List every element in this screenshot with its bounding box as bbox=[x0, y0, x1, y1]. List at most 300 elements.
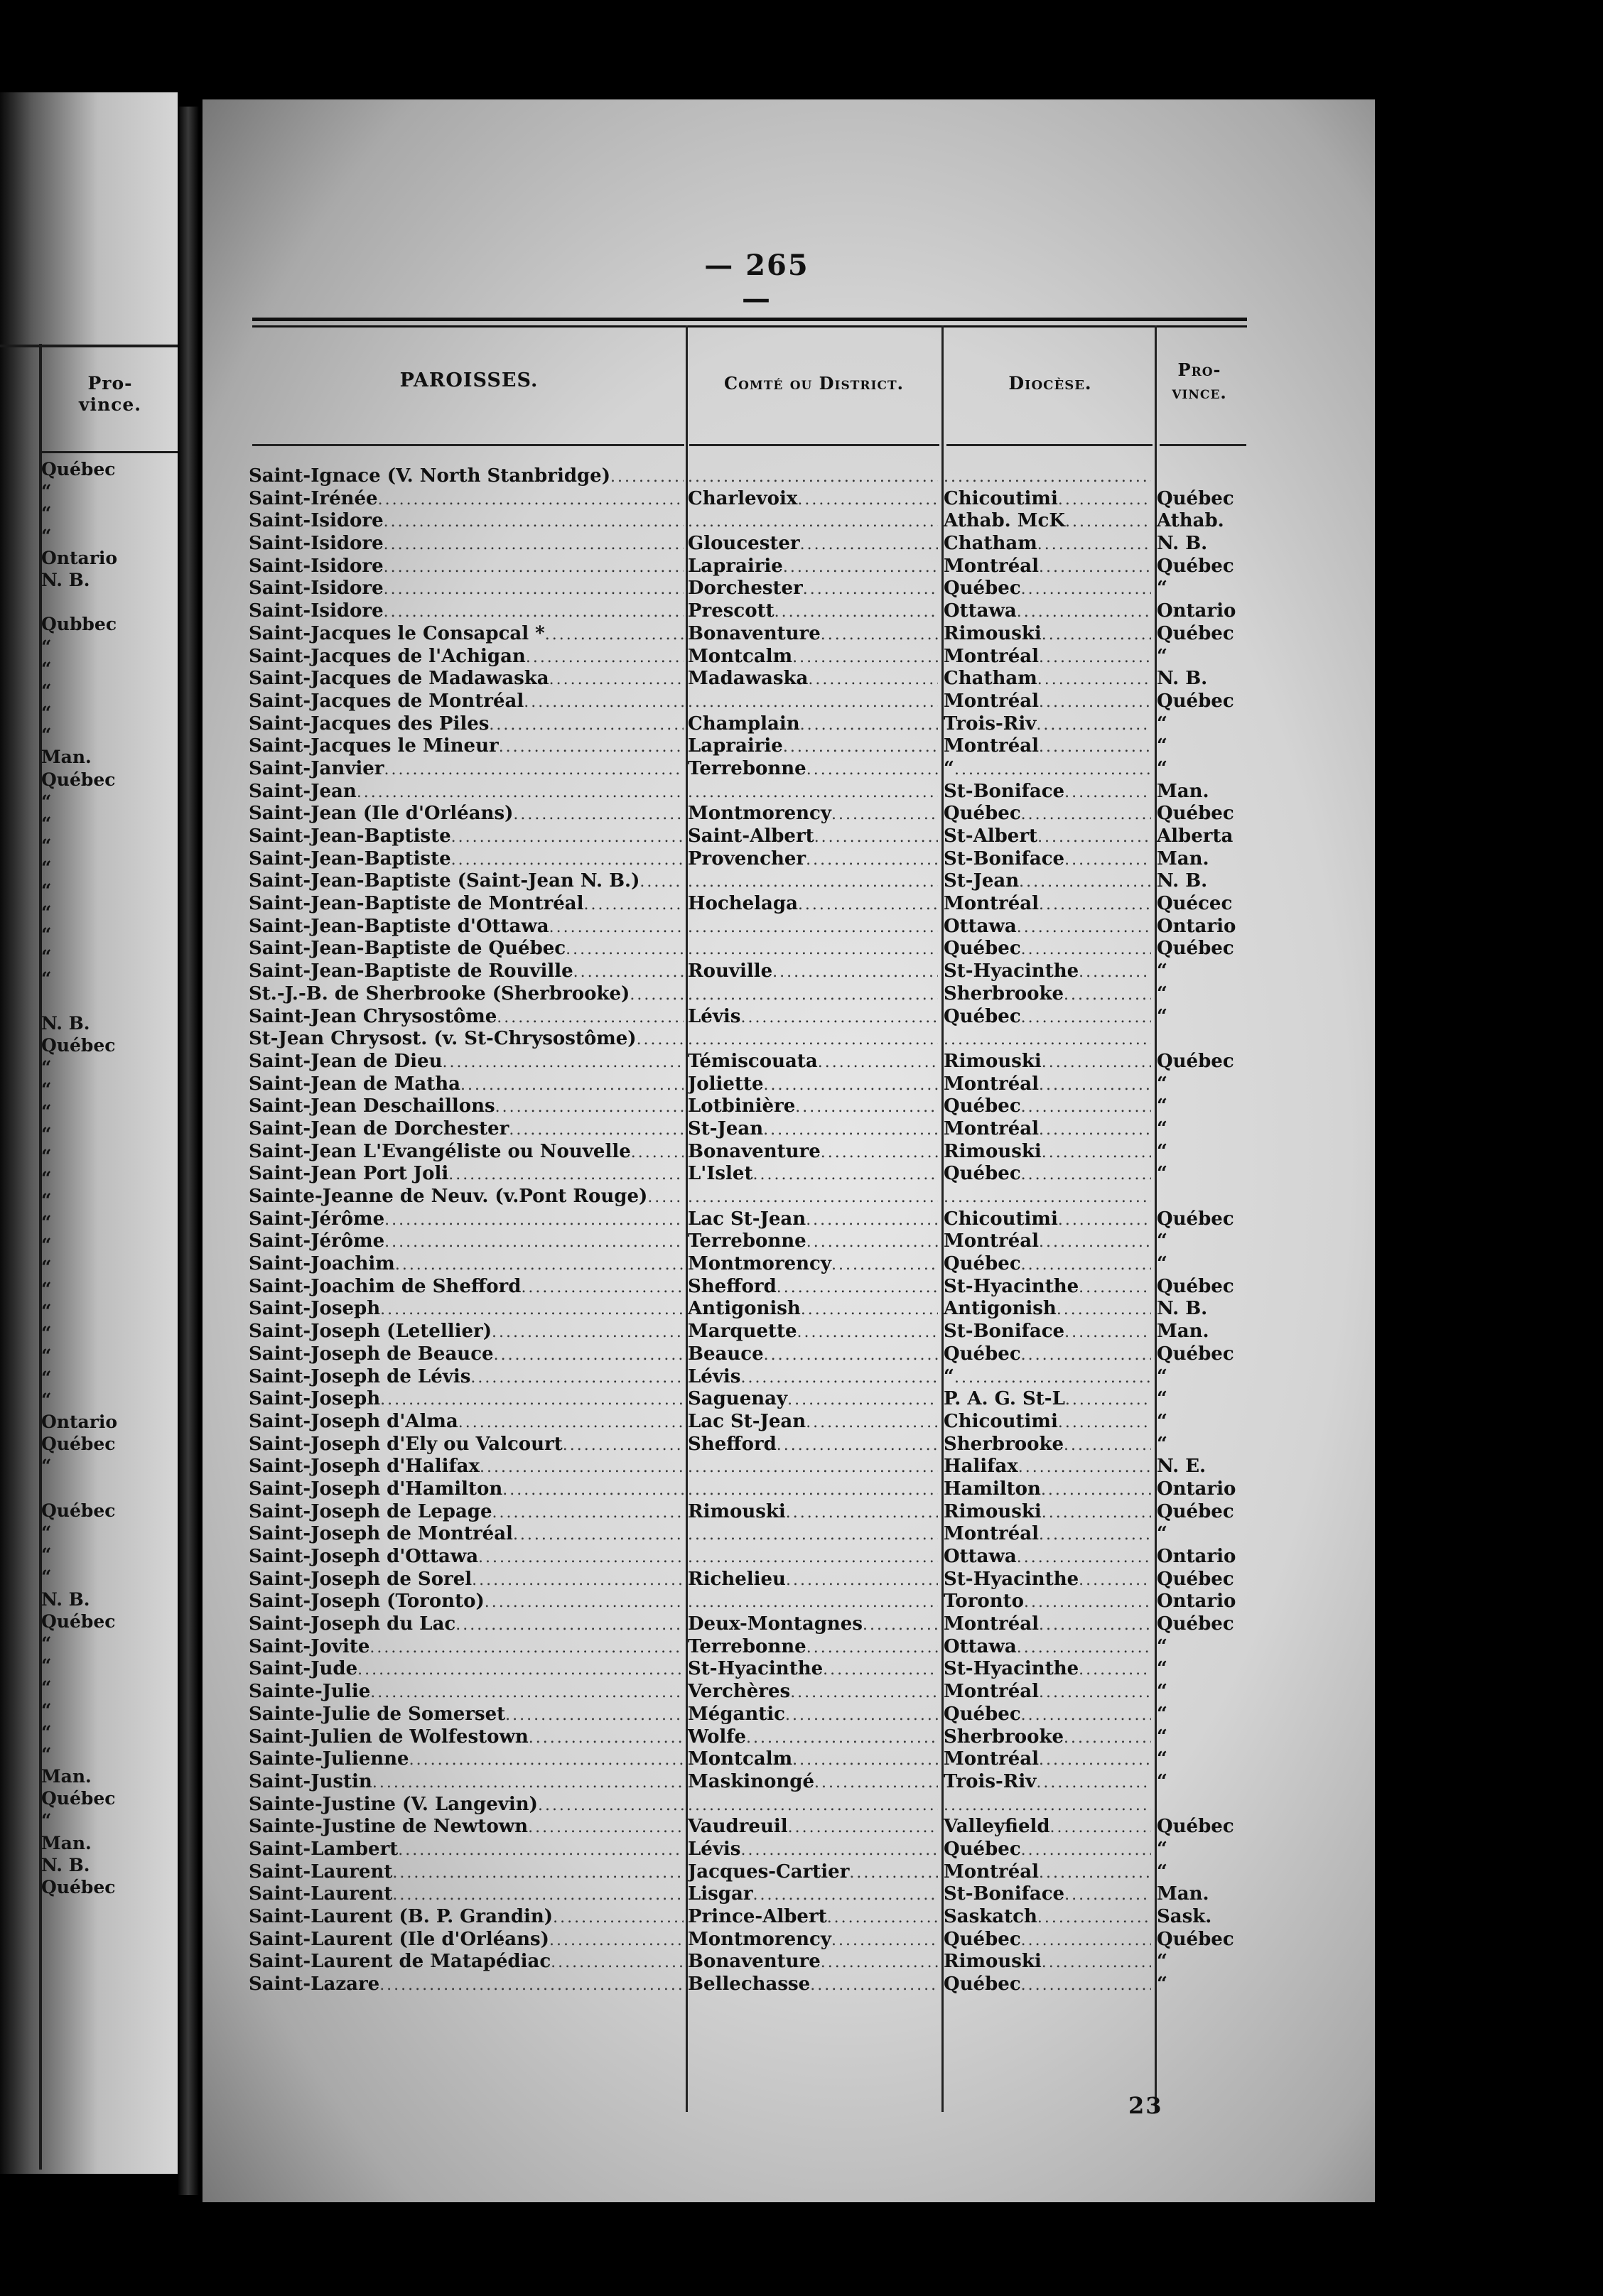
province-cell: “ bbox=[1157, 1658, 1167, 1680]
county-cell bbox=[688, 1794, 938, 1817]
parish-cell: Saint-Jean-Baptiste de Montréal ..... bbox=[249, 893, 684, 916]
county-cell: Montmorency ..... bbox=[688, 1929, 938, 1952]
diocese-cell: “ ..... bbox=[944, 758, 1151, 781]
table-row bbox=[249, 1771, 1251, 1794]
table-row bbox=[249, 556, 1251, 578]
left-province-entry: Québec bbox=[41, 1788, 116, 1809]
diocese-cell: St-Hyacinthe ..... bbox=[944, 1658, 1151, 1682]
province-cell: Québec bbox=[1157, 1613, 1234, 1635]
county-cell bbox=[688, 510, 938, 534]
province-cell: “ bbox=[1157, 960, 1167, 982]
parish-cell: Saint-Joseph d'Hamilton ..... bbox=[249, 1478, 684, 1502]
diocese-cell: Montréal ..... bbox=[944, 893, 1151, 916]
parish-cell: Saint-Laurent (B. P. Grandin) ..... bbox=[249, 1906, 684, 1929]
county-cell: Bonaventure ..... bbox=[688, 1951, 938, 1974]
diocese-cell: St-Boniface ..... bbox=[944, 781, 1151, 804]
parish-cell: Sainte-Jeanne de Neuv. (v.Pont Rouge) ..... bbox=[249, 1186, 684, 1209]
province-cell: “ bbox=[1157, 1523, 1167, 1545]
diocese-cell: Québec ..... bbox=[944, 1929, 1151, 1952]
diocese-cell: Sherbrooke ..... bbox=[944, 983, 1151, 1007]
parish-cell: Sainte-Justine (V. Langevin) ..... bbox=[249, 1794, 684, 1817]
diocese-cell: Québec ..... bbox=[944, 578, 1151, 601]
diocese-cell: Montréal ..... bbox=[944, 1118, 1151, 1142]
county-cell: Témiscouata ..... bbox=[688, 1051, 938, 1074]
province-cell: Québec bbox=[1157, 1050, 1234, 1072]
province-cell: “ bbox=[1157, 1117, 1167, 1139]
left-province-entry: “ bbox=[41, 1389, 52, 1410]
parish-cell: Saint-Ignace (V. North Stanbridge) ..... bbox=[249, 465, 684, 489]
province-cell: “ bbox=[1157, 645, 1167, 667]
parish-cell: Sainte-Julie ..... bbox=[249, 1681, 684, 1704]
parish-cell: Saint-Joseph de Montréal ..... bbox=[249, 1523, 684, 1547]
left-province-list bbox=[41, 458, 178, 1898]
left-province-entry bbox=[41, 1478, 178, 1500]
province-cell: Athab. bbox=[1157, 510, 1224, 532]
province-cell: “ bbox=[1157, 1388, 1167, 1410]
table-row bbox=[249, 1726, 1251, 1749]
left-province-entry: Man. bbox=[41, 1832, 92, 1853]
diocese-cell: Chicoutimi ..... bbox=[944, 1208, 1151, 1232]
left-province-entry: “ bbox=[41, 1101, 52, 1122]
diocese-cell: Rimouski ..... bbox=[944, 1951, 1151, 1974]
diocese-cell: P. A. G. St-L ..... bbox=[944, 1388, 1151, 1412]
left-province-entry: “ bbox=[41, 1301, 52, 1322]
left-province-entry: “ bbox=[41, 857, 52, 879]
county-cell bbox=[688, 916, 938, 939]
parish-cell: Saint-Jean de Dieu ..... bbox=[249, 1051, 684, 1074]
diocese-cell: Halifax ..... bbox=[944, 1456, 1151, 1479]
province-cell: “ bbox=[1157, 1703, 1167, 1725]
parish-cell: Saint-Jean de Matha ..... bbox=[249, 1073, 684, 1097]
left-province-entry: “ bbox=[41, 1345, 52, 1366]
province-cell: “ bbox=[1157, 757, 1167, 779]
parish-cell: Saint-Joseph ..... bbox=[249, 1298, 684, 1321]
province-cell: Québec bbox=[1157, 1816, 1234, 1838]
left-province-entry: N. B. bbox=[41, 569, 90, 590]
table-row bbox=[249, 1478, 1251, 1501]
province-cell: “ bbox=[1157, 1140, 1167, 1162]
left-province-entry: Québec bbox=[41, 1500, 116, 1521]
parish-cell: Saint-Joseph d'Ely ou Valcourt ..... bbox=[249, 1434, 684, 1457]
diocese-cell: Rimouski ..... bbox=[944, 1051, 1151, 1074]
left-province-entry: “ bbox=[41, 879, 52, 901]
parish-cell: Saint-Joseph d'Ottawa ..... bbox=[249, 1546, 684, 1569]
parish-cell: Saint-Isidore ..... bbox=[249, 600, 684, 624]
parish-cell: Saint-Jean ..... bbox=[249, 781, 684, 804]
province-cell: Man. bbox=[1157, 780, 1209, 802]
left-province-entry: “ bbox=[41, 1743, 52, 1765]
county-cell: Rimouski ..... bbox=[688, 1501, 938, 1525]
left-province-entry bbox=[41, 591, 178, 613]
diocese-cell: “ ..... bbox=[944, 1366, 1151, 1390]
county-cell bbox=[688, 938, 938, 961]
table-row bbox=[249, 1411, 1251, 1434]
county-cell: Provencher ..... bbox=[688, 848, 938, 872]
county-cell: Rouville ..... bbox=[688, 960, 938, 984]
county-cell bbox=[688, 1546, 938, 1569]
table-row bbox=[249, 825, 1251, 848]
parish-cell: Saint-Joachim de Shefford ..... bbox=[249, 1276, 684, 1299]
county-cell: Prince-Albert ..... bbox=[688, 1906, 938, 1929]
province-cell: N. B. bbox=[1157, 533, 1208, 555]
page-number: — 265 — bbox=[704, 249, 809, 315]
county-cell: Maskinongé ..... bbox=[688, 1771, 938, 1794]
parish-cell: Saint-Jean-Baptiste ..... bbox=[249, 825, 684, 849]
county-cell: Champlain ..... bbox=[688, 713, 938, 737]
left-province-entry bbox=[41, 990, 178, 1012]
table-row bbox=[249, 1051, 1251, 1073]
diocese-cell: Québec ..... bbox=[944, 1006, 1151, 1029]
parish-cell: Saint-Julien de Wolfestown ..... bbox=[249, 1726, 684, 1750]
diocese-cell: Ottawa ..... bbox=[944, 916, 1151, 939]
diocese-cell: Trois-Riv ..... bbox=[944, 713, 1151, 737]
diocese-cell: Trois-Riv ..... bbox=[944, 1771, 1151, 1794]
left-province-entry: “ bbox=[41, 1234, 52, 1255]
table-row bbox=[249, 465, 1251, 488]
province-cell: “ bbox=[1157, 735, 1167, 757]
table-row bbox=[249, 983, 1251, 1006]
left-province-entry: “ bbox=[41, 503, 52, 524]
left-province-entry: “ bbox=[41, 1632, 52, 1654]
table-row bbox=[249, 488, 1251, 511]
left-province-entry: “ bbox=[41, 636, 52, 657]
parish-cell: Saint-Jean-Baptiste ..... bbox=[249, 848, 684, 872]
table-row bbox=[249, 1929, 1251, 1951]
table-row bbox=[249, 1569, 1251, 1591]
table-row bbox=[249, 1839, 1251, 1861]
diocese-cell: Rimouski ..... bbox=[944, 1501, 1151, 1525]
table-row bbox=[249, 533, 1251, 556]
county-cell: Bonaventure ..... bbox=[688, 623, 938, 646]
left-province-entry: “ bbox=[41, 968, 52, 990]
parish-cell: St.-J.-B. de Sherbrooke (Sherbrooke) ..... bbox=[249, 983, 684, 1007]
left-province-entry: “ bbox=[41, 1212, 52, 1233]
parish-cell: Saint-Joseph (Letellier) ..... bbox=[249, 1321, 684, 1344]
left-province-header bbox=[43, 373, 178, 416]
diocese-cell: Rimouski ..... bbox=[944, 1141, 1151, 1164]
diocese-cell: Québec ..... bbox=[944, 1095, 1151, 1119]
table-row bbox=[249, 803, 1251, 825]
left-province-entry: “ bbox=[41, 525, 52, 546]
province-cell: Man. bbox=[1157, 1883, 1209, 1905]
county-cell: Lotbinière ..... bbox=[688, 1095, 938, 1119]
county-cell: Saguenay ..... bbox=[688, 1388, 938, 1412]
left-province-entry: “ bbox=[41, 1057, 52, 1078]
province-cell: “ bbox=[1157, 1635, 1167, 1657]
left-province-entry: Ontario bbox=[41, 547, 118, 568]
county-cell: Beauce ..... bbox=[688, 1343, 938, 1367]
diocese-cell bbox=[944, 1794, 1151, 1817]
diocese-cell: Québec ..... bbox=[944, 1163, 1151, 1186]
county-cell: Jacques-Cartier ..... bbox=[688, 1861, 938, 1885]
header-rule-paroisses bbox=[252, 444, 684, 446]
table-row bbox=[249, 1006, 1251, 1029]
province-cell: “ bbox=[1157, 1748, 1167, 1770]
table-row bbox=[249, 713, 1251, 736]
province-cell: Québec bbox=[1157, 938, 1234, 960]
table-row bbox=[249, 1095, 1251, 1118]
county-cell: Terrebonne ..... bbox=[688, 1230, 938, 1254]
province-cell: Québec bbox=[1157, 487, 1234, 509]
parish-cell: Saint-Joseph du Lac ..... bbox=[249, 1613, 684, 1637]
left-province-entry: “ bbox=[41, 1566, 52, 1588]
table-row bbox=[249, 668, 1251, 691]
parish-cell: Saint-Justin ..... bbox=[249, 1771, 684, 1794]
header-rule-comte bbox=[689, 444, 939, 446]
province-cell: “ bbox=[1157, 1163, 1167, 1185]
diocese-cell: St-Hyacinthe ..... bbox=[944, 960, 1151, 984]
diocese-cell: St-Jean ..... bbox=[944, 870, 1151, 894]
left-province-entry: N. B. bbox=[41, 1588, 90, 1610]
left-province-entry: “ bbox=[41, 680, 52, 701]
diocese-cell: Québec ..... bbox=[944, 1839, 1151, 1862]
province-cell: N. E. bbox=[1157, 1456, 1207, 1478]
province-cell: Québec bbox=[1157, 555, 1234, 577]
left-province-entry: Québec bbox=[41, 1434, 116, 1455]
county-cell: Lévis ..... bbox=[688, 1006, 938, 1029]
left-province-entry: Ontario bbox=[41, 1412, 118, 1433]
left-province-entry: “ bbox=[41, 703, 52, 724]
diocese-cell: Montréal ..... bbox=[944, 1681, 1151, 1704]
province-cell: “ bbox=[1157, 1951, 1167, 1973]
header-rule-diocese bbox=[946, 444, 1153, 446]
diocese-cell: Québec ..... bbox=[944, 1973, 1151, 1997]
province-cell: Ontario bbox=[1157, 600, 1236, 622]
parish-cell: Saint-Isidore ..... bbox=[249, 578, 684, 601]
book-gutter bbox=[178, 107, 199, 2195]
left-province-entry: “ bbox=[41, 1655, 52, 1677]
province-cell: Ontario bbox=[1157, 1591, 1236, 1613]
table-row bbox=[249, 1163, 1251, 1186]
parish-cell: Saint-Jacques de Madawaska ..... bbox=[249, 668, 684, 691]
table-row bbox=[249, 1343, 1251, 1366]
province-cell: Québec bbox=[1157, 690, 1234, 712]
column-header-province bbox=[1157, 359, 1242, 404]
province-cell: N. B. bbox=[1157, 1298, 1208, 1320]
diocese-cell: Montréal ..... bbox=[944, 1613, 1151, 1637]
table-row bbox=[249, 1456, 1251, 1478]
left-province-entry: “ bbox=[41, 1522, 52, 1543]
county-cell: L'Islet ..... bbox=[688, 1163, 938, 1186]
province-cell: “ bbox=[1157, 982, 1167, 1004]
county-cell: Dorchester ..... bbox=[688, 578, 938, 601]
province-cell: Québec bbox=[1157, 803, 1234, 825]
table-row bbox=[249, 1906, 1251, 1929]
parish-table bbox=[249, 465, 1251, 1996]
county-cell: Prescott ..... bbox=[688, 600, 938, 624]
table-row bbox=[249, 781, 1251, 803]
table-row bbox=[249, 691, 1251, 713]
left-province-entry: “ bbox=[41, 481, 52, 502]
parish-cell: Saint-Joseph de Sorel ..... bbox=[249, 1569, 684, 1592]
province-cell: “ bbox=[1157, 1838, 1167, 1860]
diocese-cell: Ottawa ..... bbox=[944, 1636, 1151, 1659]
table-row bbox=[249, 870, 1251, 893]
county-cell: Lisgar ..... bbox=[688, 1883, 938, 1907]
province-cell: Alberta bbox=[1157, 825, 1234, 847]
left-header-line2: vince. bbox=[78, 394, 142, 415]
province-cell: “ bbox=[1157, 1861, 1167, 1883]
table-row bbox=[249, 623, 1251, 646]
county-cell: Deux-Montagnes ..... bbox=[688, 1613, 938, 1637]
province-cell: “ bbox=[1157, 578, 1167, 600]
diocese-cell: Chatham ..... bbox=[944, 533, 1151, 556]
left-province-entry: “ bbox=[41, 1544, 52, 1566]
left-page-fragment bbox=[0, 92, 178, 2174]
table-row bbox=[249, 510, 1251, 533]
diocese-cell: St-Hyacinthe ..... bbox=[944, 1569, 1151, 1592]
diocese-cell: Athab. McK ..... bbox=[944, 510, 1151, 534]
diocese-cell: St-Albert ..... bbox=[944, 825, 1151, 849]
table-row bbox=[249, 1883, 1251, 1906]
header-rule-province bbox=[1160, 444, 1246, 446]
diocese-cell: Québec ..... bbox=[944, 803, 1151, 826]
parish-cell: Sainte-Julie de Somerset ..... bbox=[249, 1704, 684, 1727]
table-row bbox=[249, 1073, 1251, 1096]
province-cell: Québec bbox=[1157, 1275, 1234, 1297]
table-row bbox=[249, 1636, 1251, 1659]
province-cell: Québec bbox=[1157, 1568, 1234, 1590]
left-province-entry: “ bbox=[41, 1367, 52, 1388]
column-header-paroisses: PAROISSES. bbox=[399, 369, 539, 391]
province-cell: Québec bbox=[1157, 1500, 1234, 1522]
diocese-cell: Montréal ..... bbox=[944, 691, 1151, 714]
top-rule-thick bbox=[252, 318, 1247, 321]
diocese-cell: Chatham ..... bbox=[944, 668, 1151, 691]
left-province-entry: Québec bbox=[41, 459, 116, 480]
parish-cell: Saint-Laurent ..... bbox=[249, 1883, 684, 1907]
left-province-entry: “ bbox=[41, 1323, 52, 1344]
province-cell: “ bbox=[1157, 713, 1167, 735]
diocese-cell: Québec ..... bbox=[944, 1343, 1151, 1367]
left-province-entry: “ bbox=[41, 1168, 52, 1188]
left-province-entry: “ bbox=[41, 901, 52, 923]
diocese-cell: Montréal ..... bbox=[944, 1230, 1151, 1254]
table-row bbox=[249, 1973, 1251, 1996]
left-province-entry: “ bbox=[41, 1699, 52, 1721]
province-cell: N. B. bbox=[1157, 870, 1208, 892]
parish-cell: Saint-Laurent de Matapédiac ..... bbox=[249, 1951, 684, 1974]
diocese-cell: Chicoutimi ..... bbox=[944, 1411, 1151, 1434]
county-cell: Charlevoix ..... bbox=[688, 488, 938, 511]
table-row bbox=[249, 916, 1251, 938]
left-province-entry: “ bbox=[41, 1278, 52, 1299]
table-row bbox=[249, 1816, 1251, 1839]
county-cell: Montcalm ..... bbox=[688, 1748, 938, 1772]
parish-cell: Sainte-Justine de Newtown ..... bbox=[249, 1816, 684, 1839]
table-row bbox=[249, 960, 1251, 983]
county-cell bbox=[688, 1523, 938, 1547]
diocese-cell: Chicoutimi ..... bbox=[944, 488, 1151, 511]
province-cell: “ bbox=[1157, 1681, 1167, 1703]
parish-cell: Saint-Jean-Baptiste (Saint-Jean N. B.) ..... bbox=[249, 870, 684, 894]
parish-cell: Saint-Jude ..... bbox=[249, 1658, 684, 1682]
province-cell: N. B. bbox=[1157, 668, 1208, 690]
parish-cell: Saint-Irénée ..... bbox=[249, 488, 684, 511]
county-cell: St-Hyacinthe ..... bbox=[688, 1658, 938, 1682]
county-cell: Montmorency ..... bbox=[688, 1253, 938, 1277]
left-province-entry: N. B. bbox=[41, 1854, 90, 1875]
province-cell: “ bbox=[1157, 1433, 1167, 1455]
province-cell: Québec bbox=[1157, 1928, 1234, 1950]
province-cell: “ bbox=[1157, 1073, 1167, 1095]
county-cell: Madawaska ..... bbox=[688, 668, 938, 691]
table-row bbox=[249, 938, 1251, 960]
diocese-cell: Sherbrooke ..... bbox=[944, 1434, 1151, 1457]
parish-cell: Saint-Jean Chrysostôme ..... bbox=[249, 1006, 684, 1029]
county-cell: Vaudreuil ..... bbox=[688, 1816, 938, 1839]
county-cell: Bellechasse ..... bbox=[688, 1973, 938, 1997]
province-cell: “ bbox=[1157, 1230, 1167, 1252]
county-cell: Antigonish ..... bbox=[688, 1298, 938, 1321]
column-header-diocese: Diocèse. bbox=[1008, 373, 1092, 394]
county-cell bbox=[688, 983, 938, 1007]
left-province-entry: “ bbox=[41, 1123, 52, 1144]
diocese-cell: Montréal ..... bbox=[944, 1523, 1151, 1547]
county-cell bbox=[688, 1478, 938, 1502]
county-cell: Montcalm ..... bbox=[688, 646, 938, 669]
table-row bbox=[249, 1366, 1251, 1389]
left-province-entry: “ bbox=[41, 813, 52, 834]
table-row bbox=[249, 1434, 1251, 1456]
table-row bbox=[249, 1230, 1251, 1253]
diocese-cell: Toronto ..... bbox=[944, 1591, 1151, 1614]
diocese-cell: Antigonish ..... bbox=[944, 1298, 1151, 1321]
table-row bbox=[249, 1298, 1251, 1321]
diocese-cell: Montréal ..... bbox=[944, 1748, 1151, 1772]
left-province-entry: Québec bbox=[41, 1610, 116, 1632]
parish-cell: Saint-Jean Deschaillons ..... bbox=[249, 1095, 684, 1119]
table-row bbox=[249, 1118, 1251, 1141]
county-cell: Shefford ..... bbox=[688, 1276, 938, 1299]
left-province-entry: “ bbox=[41, 1456, 52, 1477]
parish-cell: Saint-Jean-Baptiste de Rouville ..... bbox=[249, 960, 684, 984]
county-cell bbox=[688, 1028, 938, 1051]
parish-cell: Saint-Jovite ..... bbox=[249, 1636, 684, 1659]
province-cell: “ bbox=[1157, 1365, 1167, 1387]
left-province-entry: “ bbox=[41, 946, 52, 968]
parish-cell: Saint-Jean de Dorchester ..... bbox=[249, 1118, 684, 1142]
left-province-entry: Québec bbox=[41, 1034, 116, 1056]
county-cell: Bonaventure ..... bbox=[688, 1141, 938, 1164]
province-cell: Québec bbox=[1157, 622, 1234, 644]
left-subheader-rule bbox=[39, 451, 178, 453]
parish-cell: Saint-Jean (Ile d'Orléans) ..... bbox=[249, 803, 684, 826]
table-row bbox=[249, 1321, 1251, 1343]
table-row bbox=[249, 578, 1251, 600]
table-row bbox=[249, 646, 1251, 668]
parish-cell: Saint-Isidore ..... bbox=[249, 510, 684, 534]
diocese-cell bbox=[944, 1186, 1151, 1209]
county-cell bbox=[688, 1456, 938, 1479]
left-province-entry: “ bbox=[41, 658, 52, 679]
left-province-entry: Man. bbox=[41, 747, 92, 768]
county-cell: Lac St-Jean ..... bbox=[688, 1411, 938, 1434]
diocese-cell bbox=[944, 465, 1151, 489]
province-header-line1: Pro- bbox=[1177, 359, 1221, 380]
left-province-entry: “ bbox=[41, 725, 52, 746]
signature-mark: 23 bbox=[1128, 2092, 1163, 2119]
parish-cell: Saint-Isidore ..... bbox=[249, 556, 684, 579]
table-row bbox=[249, 1748, 1251, 1771]
county-cell bbox=[688, 870, 938, 894]
parish-cell: Saint-Joseph de Lévis ..... bbox=[249, 1366, 684, 1390]
diocese-cell: Sherbrooke ..... bbox=[944, 1726, 1151, 1750]
county-cell bbox=[688, 691, 938, 714]
province-cell: Sask. bbox=[1157, 1906, 1212, 1927]
table-row bbox=[249, 1208, 1251, 1231]
province-cell: “ bbox=[1157, 1726, 1167, 1748]
